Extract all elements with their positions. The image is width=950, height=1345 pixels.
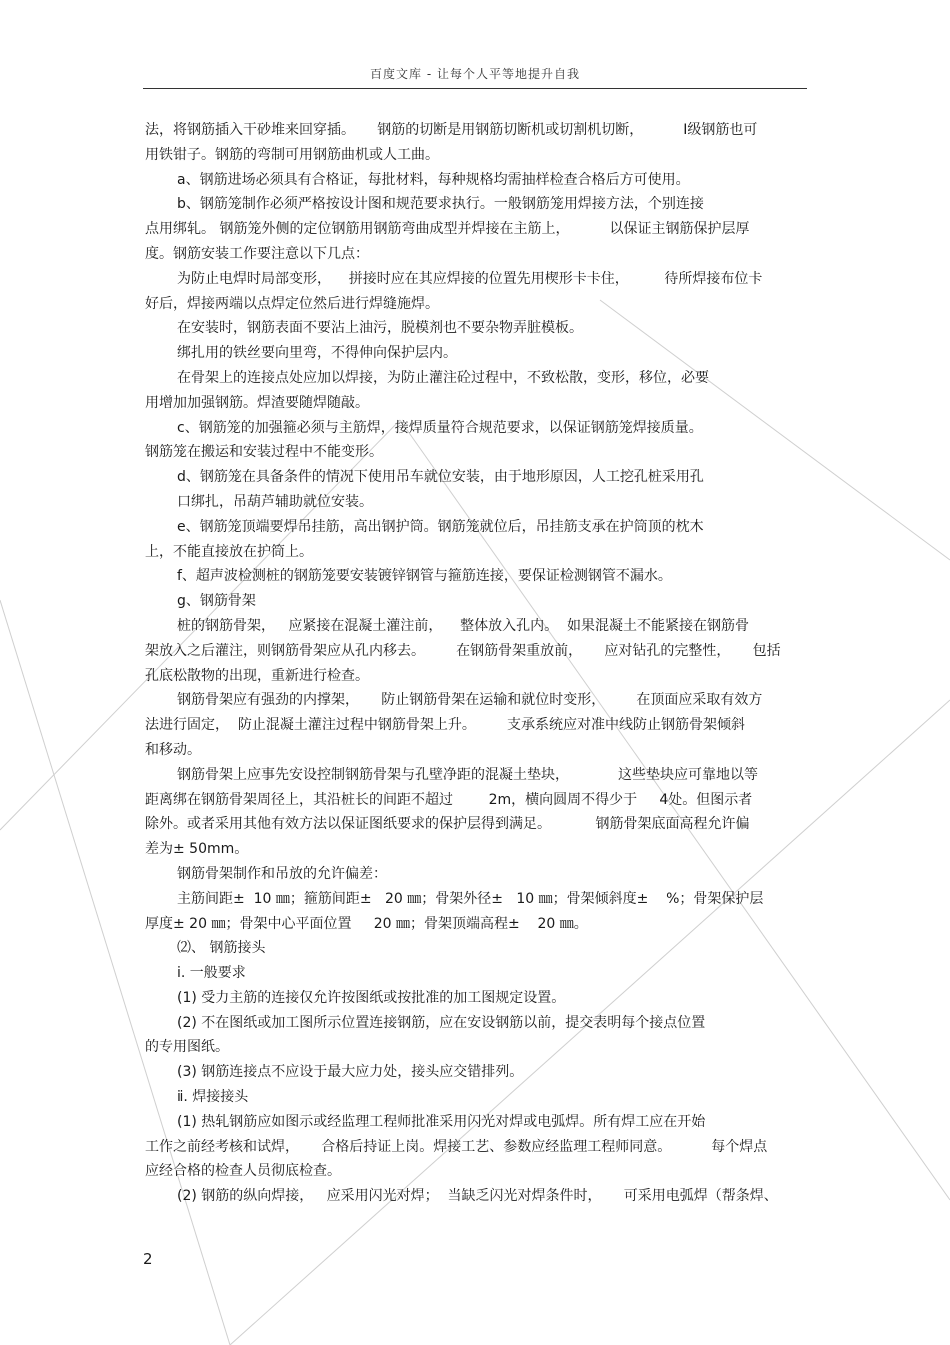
page-header	[143, 64, 807, 89]
body-line: 的专用图纸。	[145, 1039, 229, 1056]
body-line: 距离绑在钢筋骨架周径上，其沿桩长的间距不超过 2m，横向圆周不得少于 4处。但图示者	[145, 791, 753, 808]
body-line: 好后，焊接两端以点焊定位然后进行焊缝施焊。	[145, 295, 439, 312]
body-line: 主筋间距± 10 ㎜；箍筋间距± 20 ㎜；骨架外径± 10 ㎜；骨架倾斜度± %；骨架保护层	[177, 890, 764, 907]
body-line: 和移动。	[145, 741, 201, 758]
body-line: 工作之前经考核和试焊， 合格后持证上岗。焊接工艺、参数应经监理工程师同意。 每个焊点	[145, 1138, 768, 1155]
body-line: (1) 受力主筋的连接仅允许按图纸或按批准的加工图规定设置。	[177, 989, 566, 1006]
body-line: 桩的钢筋骨架， 应紧接在混凝土灌注前， 整体放入孔内。 如果混凝土不能紧接在钢筋骨	[177, 617, 750, 634]
body-line: 为防止电焊时局部变形， 拼接时应在其应焊接的位置先用楔形卡卡住， 待所焊接布位卡	[177, 270, 763, 287]
body-line: 上，不能直接放在护筒上。	[145, 543, 313, 560]
body-line: a、钢筋进场必须具有合格证，每批材料，每种规格均需抽样检查合格后方可使用。	[177, 171, 690, 188]
body-line: 孔底松散物的出现，重新进行检查。	[145, 667, 369, 684]
body-line: (2) 钢筋的纵向焊接， 应采用闪光对焊； 当缺乏闪光对焊条件时， 可采用电弧焊（帮条焊、	[177, 1188, 778, 1205]
body-line: g、钢筋骨架	[177, 593, 256, 610]
body-line: (2) 不在图纸或加工图所示位置连接钢筋，应在安设钢筋以前，提交表明每个接点位置	[177, 1014, 706, 1031]
body-line: 差为± 50mm。	[145, 841, 249, 858]
body-line: 在骨架上的连接点处应加以焊接，为防止灌注砼过程中，不致松散，变形，移位，必要	[177, 369, 709, 386]
body-line: 法，将钢筋插入干砂堆来回穿插。 钢筋的切断是用钢筋切断机或切割机切断， Ⅰ级钢筋也可	[145, 122, 758, 138]
body-line: 度。钢筋安装工作要注意以下几点：	[145, 245, 369, 262]
body-line: f、超声波检测桩的钢筋笼要安装镀锌钢管与箍筋连接，要保证检测钢管不漏水。	[177, 568, 672, 585]
body-line: 绑扎用的铁丝要向里弯，不得伸向保护层内。	[177, 345, 457, 362]
body-line: e、钢筋笼顶端要焊吊挂筋，高出钢护筒。钢筋笼就位后，吊挂筋支承在护筒顶的枕木	[177, 518, 704, 535]
body-line: d、钢筋笼在具备条件的情况下使用吊车就位安装，由于地形原因，人工挖孔桩采用孔	[177, 469, 704, 486]
body-line: 在安装时，钢筋表面不要沾上油污，脱模剂也不要杂物弄脏模板。	[177, 320, 583, 337]
body-line: ⅱ. 焊接接头	[177, 1089, 249, 1106]
body-line: 钢筋骨架制作和吊放的允许偏差：	[177, 865, 387, 882]
body-line: 应经合格的检查人员彻底检查。	[145, 1163, 341, 1180]
header-title: 百度文库 - 让每个人平等地提升自我	[370, 67, 580, 81]
page-number: 2	[143, 1250, 153, 1268]
document-body	[145, 118, 805, 1209]
body-line: (1) 热轧钢筋应如图示或经监理工程师批准采用闪光对焊或电弧焊。所有焊工应在开始	[177, 1113, 706, 1130]
body-line: 除外。或者采用其他有效方法以保证图纸要求的保护层得到满足。 钢筋骨架底面高程允许偏	[145, 816, 750, 833]
body-line: (3) 钢筋连接点不应设于最大应力处，接头应交错排列。	[177, 1064, 524, 1081]
body-line: ⑵、 钢筋接头	[177, 940, 266, 957]
body-line: 法进行固定， 防止混凝土灌注过程中钢筋骨架上升。 支承系统应对准中线防止钢筋骨架倾斜	[145, 717, 746, 734]
body-line: 钢筋骨架应有强劲的内撑架， 防止钢筋骨架在运输和就位时变形， 在顶面应采取有效方	[177, 692, 763, 709]
body-line: ⅰ. 一般要求	[177, 965, 246, 982]
body-line: 厚度± 20 ㎜；骨架中心平面位置 20 ㎜；骨架顶端高程± 20 ㎜。	[145, 915, 588, 932]
body-line: b、钢筋笼制作必须严格按设计图和规范要求执行。一般钢筋笼用焊接方法，个别连接	[177, 196, 704, 213]
body-line: 口绑扎，吊葫芦辅助就位安装。	[177, 493, 373, 510]
body-line: c、钢筋笼的加强箍必须与主筋焊，接焊质量符合规范要求，以保证钢筋笼焊接质量。	[177, 419, 703, 436]
body-line: 钢筋笼在搬运和安装过程中不能变形。	[145, 444, 383, 461]
body-line: 点用绑轧。 钢筋笼外侧的定位钢筋用钢筋弯曲成型并焊接在主筋上， 以保证主钢筋保护层厚	[145, 221, 750, 238]
body-line: 用增加加强钢筋。焊渣要随焊随敲。	[145, 394, 369, 411]
body-line: 用铁钳子。钢筋的弯制可用钢筋曲机或人工曲。	[145, 146, 439, 163]
body-line: 架放入之后灌注，则钢筋骨架应从孔内移去。 在钢筋骨架重放前， 应对钻孔的完整性， 包括	[145, 642, 781, 659]
body-line: 钢筋骨架上应事先安设控制钢筋骨架与孔壁净距的混凝土垫块， 这些垫块应可靠地以等	[177, 766, 758, 783]
